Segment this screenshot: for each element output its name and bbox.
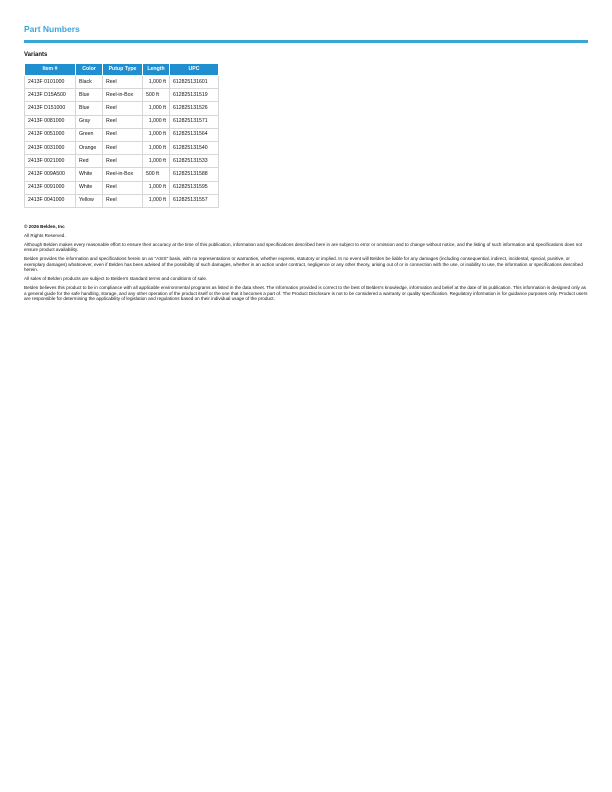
cell-color: White [76,168,103,181]
cell-putup-type: Reel [103,102,143,115]
cell-upc: 612825131588 [170,168,219,181]
table-row [25,155,219,168]
cell-length: 1,000 ft [143,141,170,154]
cell-color: Gray [76,115,103,128]
cell-item: 2413F 0051000 [25,128,76,141]
cell-color: Yellow [76,194,103,207]
column-header-length: Length [143,64,170,76]
variants-table [24,63,219,208]
cell-item: 2413F 0041000 [25,194,76,207]
column-header-item: Item # [25,64,76,76]
column-header-putup-type: Putup Type [103,64,143,76]
cell-upc: 612825131519 [170,89,219,102]
cell-upc: 612825131601 [170,76,219,89]
cell-upc: 612825131533 [170,155,219,168]
cell-color: White [76,181,103,194]
cell-item: 2413F 0081000 [25,115,76,128]
cell-item: 2413F D15A500 [25,89,76,102]
cell-length: 500 ft [143,168,170,181]
cell-upc: 612825131564 [170,128,219,141]
cell-putup-type: Reel [103,181,143,194]
rights-reserved-text: All Rights Reserved. [24,232,66,238]
table-row [25,115,219,128]
table-row [25,76,219,89]
cell-item: 2413F 0101000 [25,76,76,89]
cell-putup-type: Reel [103,115,143,128]
cell-putup-type: Reel [103,141,143,154]
table-row [25,128,219,141]
cell-length: 1,000 ft [143,102,170,115]
table-header-row [25,64,219,76]
table-row [25,89,219,102]
legal-paragraph-terms: All sales of Belden products are subject to Belden's standard terms and conditions of sale. [24,276,208,282]
cell-putup-type: Reel-in-Box [103,89,143,102]
cell-color: Orange [76,141,103,154]
cell-upc: 612825131571 [170,115,219,128]
table-row [25,181,219,194]
cell-upc: 612825131557 [170,194,219,207]
cell-length: 1,000 ft [143,128,170,141]
cell-length: 500 ft [143,89,170,102]
table-row [25,141,219,154]
cell-putup-type: Reel-in-Box [103,168,143,181]
cell-upc: 612825131595 [170,181,219,194]
cell-item: 2413F 0031000 [25,141,76,154]
cell-upc: 612825131540 [170,141,219,154]
section-title: Part Numbers [24,24,80,34]
table-row [25,102,219,115]
cell-color: Blue [76,102,103,115]
legal-paragraph-warranty: Belden provides the information and specifications herein on an "ASIS" basis, with no representations or warranties, whether express, statutory or implied. In no event will Belden be liable for any damages (including consequential, indirect, incidental, special, punitive, or exemplary damages) whatsoever, even if Belden has been advised of the possibility of such damages, whether in an action under contract, negligence or any other theory, arising out of or in connection with the use, or inability to use, the information or specifications described herein. [24,256,583,273]
cell-putup-type: Reel [103,194,143,207]
cell-color: Black [76,76,103,89]
table-row [25,194,219,207]
table-row [25,168,219,181]
cell-putup-type: Reel [103,155,143,168]
cell-length: 1,000 ft [143,155,170,168]
cell-color: Red [76,155,103,168]
copyright-text: © 2026 Belden, Inc [24,223,65,229]
cell-length: 1,000 ft [143,194,170,207]
cell-item: 2413F 0021000 [25,155,76,168]
legal-paragraph-compliance: Belden believes this product to be in compliance with all applicable environmental programs as listed in the data sheet. The information provided is correct to the best of Belden's knowledge, information and belief at the date of its publication. This information is designed only as a general guide for the safe handling, storage, and any other operation of the product itself or the one that it becomes a part of. The Product Disclosure is not to be considered a warranty or quality specification. Regulatory information is for guidance purposes only. Product users are responsible for determining the applicability of legislation and regulations based on their individual usage of the product. [24,285,588,301]
cell-putup-type: Reel [103,128,143,141]
column-header-upc: UPC [170,64,219,76]
cell-item: 2413F 009A500 [25,168,76,181]
cell-length: 1,000 ft [143,181,170,194]
cell-color: Blue [76,89,103,102]
legal-notice [24,224,588,301]
cell-item: 2413F 0091000 [25,181,76,194]
title-rule [24,40,588,43]
cell-upc: 612825131526 [170,102,219,115]
column-header-color: Color [76,64,103,76]
cell-color: Green [76,128,103,141]
cell-length: 1,000 ft [143,76,170,89]
legal-paragraph-accuracy: Although Belden makes every reasonable effort to ensure their accuracy at the time of this publication, information and specifications described here in are subject to error or omission and to change without notice, and the listing of such information and specifications does not ensure product availability. [24,241,583,253]
variants-heading: Variants [24,52,48,58]
cell-length: 1,000 ft [143,115,170,128]
cell-putup-type: Reel [103,76,143,89]
page [24,24,588,305]
cell-item: 2413F D151000 [25,102,76,115]
